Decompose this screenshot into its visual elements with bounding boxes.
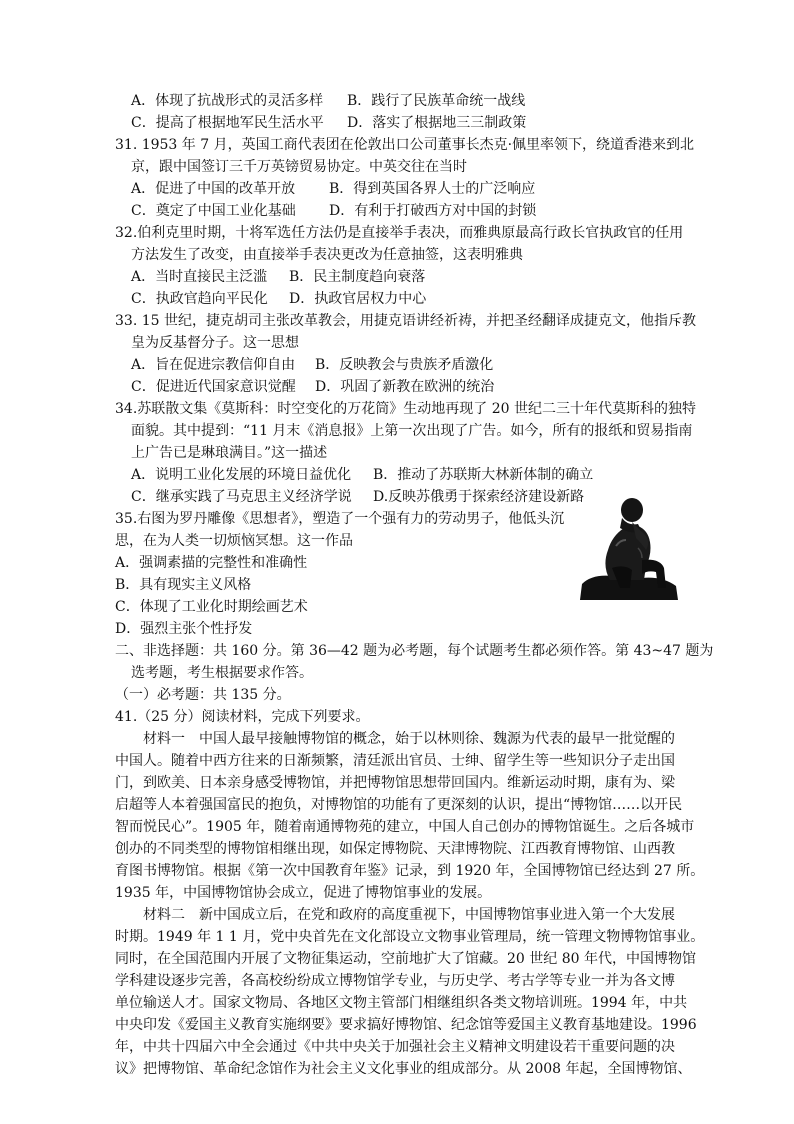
q35-stem-line2: 思，在为人类一切烦恼冥想。这一作品: [115, 533, 353, 549]
q33-stem-line2: 皇为反基督分子。这一思想: [131, 335, 299, 351]
q33-option-d: D．巩固了新教在欧洲的统治: [315, 379, 495, 395]
q32-option-a: A．当时直接民主泛滥: [131, 269, 268, 285]
q41-material2-line8: 议》把博物馆、革命纪念馆作为社会主义文化事业的组成部分。从 2008 年起，全国博物馆、: [115, 1061, 692, 1077]
q31-stem-line1: 31. 1953 年 7 月，英国工商代表团在伦敦出口公司董事长杰克·佩里率领下，绕道香港来到北: [115, 137, 695, 153]
q34-option-c: C．继承实践了马克思主义经济学说: [131, 489, 352, 505]
q30-option-b: B．践行了民族革命统一战线: [347, 93, 526, 109]
q34-option-d: D.反映苏俄勇于探索经济建设新路: [373, 489, 585, 505]
q33-stem-line1: 33. 15 世纪，捷克胡司主张改革教会，用捷克语讲经祈祷，并把圣经翻译成捷克文，他指斥教: [115, 313, 696, 329]
q32-option-c: C．执政官趋向平民化: [131, 291, 268, 307]
q41-material2-line2: 时期。1949 年 1 1 月，党中央首先在文化部设立文物事业管理局，统一管理文物博物馆事业。: [115, 929, 705, 945]
q32-option-d: D．执政官居权力中心: [289, 291, 427, 307]
q31-stem-line2: 京，跟中国签订三千万英镑贸易协定。中英交往在当时: [131, 159, 467, 175]
thinker-statue-image: [572, 488, 684, 600]
q30-options-row2: [131, 112, 527, 134]
q41-material1-line3: 门，到欧美、日本亲身感受博物馆，并把博物馆思想带回国内。维新运动时期，康有为、梁: [115, 775, 675, 791]
q34-option-b: B．推动了苏联斯大林新体制的确立: [373, 467, 594, 483]
q33-option-a: A．旨在促进宗教信仰自由: [131, 357, 296, 373]
q32-options-row1: [131, 266, 426, 288]
q33-options-row1: [131, 354, 494, 376]
q34-options-row1: [131, 464, 594, 486]
q30-option-d: D．落实了根据地三三制政策: [347, 115, 527, 131]
q41-heading: 41.（25 分）阅读材料，完成下列要求。: [115, 709, 370, 725]
q33-option-b: B．反映教会与贵族矛盾激化: [315, 357, 494, 373]
section2-instructions-line1: 二、非选择题：共 160 分。第 36—42 题为必考题，每个试题考生都必须作答。第 43~47 题为: [115, 643, 714, 659]
q41-material2-line5: 单位输送人才。国家文物局、各地区文物主管部门相继组织各类文物培训班。1994 年，中共: [115, 995, 688, 1011]
q34-options-row2: [131, 486, 585, 508]
q41-material2-line6: 中央印发《爱国主义教育实施纲要》要求搞好博物馆、纪念馆等爱国主义教育基地建设。1996: [115, 1017, 697, 1033]
q31-option-c: C．奠定了中国工业化基础: [131, 203, 296, 219]
q35-option-d: D．强烈主张个性抒发: [115, 621, 253, 637]
q35-stem-line1: 35.右图为罗丹雕像《思想者》，塑造了一个强有力的劳动男子，他低头沉: [115, 511, 565, 527]
q32-stem-line2: 方法发生了改变，由直接举手表决更改为任意抽签，这表明雅典: [131, 247, 523, 263]
q32-option-b: B．民主制度趋向衰落: [289, 269, 426, 285]
q41-material1-line4: 启超等人本着强国富民的抱负，对博物馆的功能有了更深刻的认识，提出“博物馆……以开民: [115, 797, 683, 813]
q32-options-row2: [131, 288, 427, 310]
q41-material2-line1: 材料二 新中国成立后，在党和政府的高度重视下，中国博物馆事业进入第一个大发展: [143, 907, 675, 923]
q30-options-row1: [131, 90, 526, 112]
q33-option-c: C．促进近代国家意识觉醒: [131, 379, 296, 395]
q35-option-a: A．强调素描的完整性和准确性: [115, 555, 308, 571]
q34-stem-line3: 上广告已是琳琅满目。”这一描述: [131, 445, 328, 461]
q41-material2-line7: 年，中共十四届六中全会通过《中共中央关于加强社会主义精神文明建设若干重要问题的决: [115, 1039, 675, 1055]
q35-option-c: C．体现了工业化时期绘画艺术: [115, 599, 308, 615]
q31-option-b: B．得到英国各界人士的广泛响应: [329, 181, 536, 197]
section2-subheading: （一）必考题：共 135 分。: [115, 687, 291, 703]
q31-option-d: D．有利于打破西方对中国的封锁: [329, 203, 537, 219]
section2-instructions-line2: 选考题，考生根据要求作答。: [131, 665, 313, 681]
q41-material1-line1: 材料一 中国人最早接触博物馆的概念，始于以林则徐、魏源为代表的最早一批觉醒的: [143, 731, 675, 747]
q30-option-a: A．体现了抗战形式的灵活多样: [131, 93, 324, 109]
thinker-statue-icon: [572, 488, 684, 600]
q30-option-c: C．提高了根据地军民生活水平: [131, 115, 324, 131]
q41-material1-line7: 育图书博物馆。根据《第一次中国教育年鉴》记录，到 1920 年，全国博物馆已经达到 27 所。: [115, 863, 705, 879]
q41-material1-line6: 创办的不同类型的博物馆相继出现，如保定博物院、天津博物院、江西教育博物馆、山西教: [115, 841, 675, 857]
q31-option-a: A．促进了中国的改革开放: [131, 181, 296, 197]
q34-stem-line1: 34.苏联散文集《莫斯科：时空变化的万花筒》生动地再现了 20 世纪二三十年代莫斯科的独特: [115, 401, 696, 417]
q41-material1-line8: 1935 年，中国博物馆协会成立，促进了博物馆事业的发展。: [115, 885, 492, 901]
q31-options-row1: [131, 178, 536, 200]
q31-options-row2: [131, 200, 537, 222]
q41-material1-line2: 中国人。随着中西方往来的日渐频繁，清廷派出官员、士绅、留学生等一些知识分子走出国: [115, 753, 675, 769]
q35-option-b: B．具有现实主义风格: [115, 577, 252, 593]
q41-material2-line3: 同时，在全国范围内开展了文物征集运动，空前地扩大了馆藏。20 世纪 80 年代，中国博物馆: [115, 951, 696, 967]
q33-options-row2: [131, 376, 495, 398]
q34-stem-line2: 面貌。其中提到：“11 月末《消息报》上第一次出现了广告。如今，所有的报纸和贸易指南: [131, 423, 693, 439]
q41-material2-line4: 学科建设逐步完善，各高校纷纷成立博物馆学专业，与历史学、考古学等专业一并为各文博: [115, 973, 675, 989]
q34-option-a: A．说明工业化发展的环境日益优化: [131, 467, 352, 483]
q32-stem-line1: 32.伯利克里时期，十将军选任方法仍是直接举手表决，而雅典原最高行政长官执政官的任用: [115, 225, 684, 241]
q41-material1-line5: 智而悦民心”。1905 年，随着南通博物苑的建立，中国人自己创办的博物馆诞生。之后各城市: [115, 819, 695, 835]
